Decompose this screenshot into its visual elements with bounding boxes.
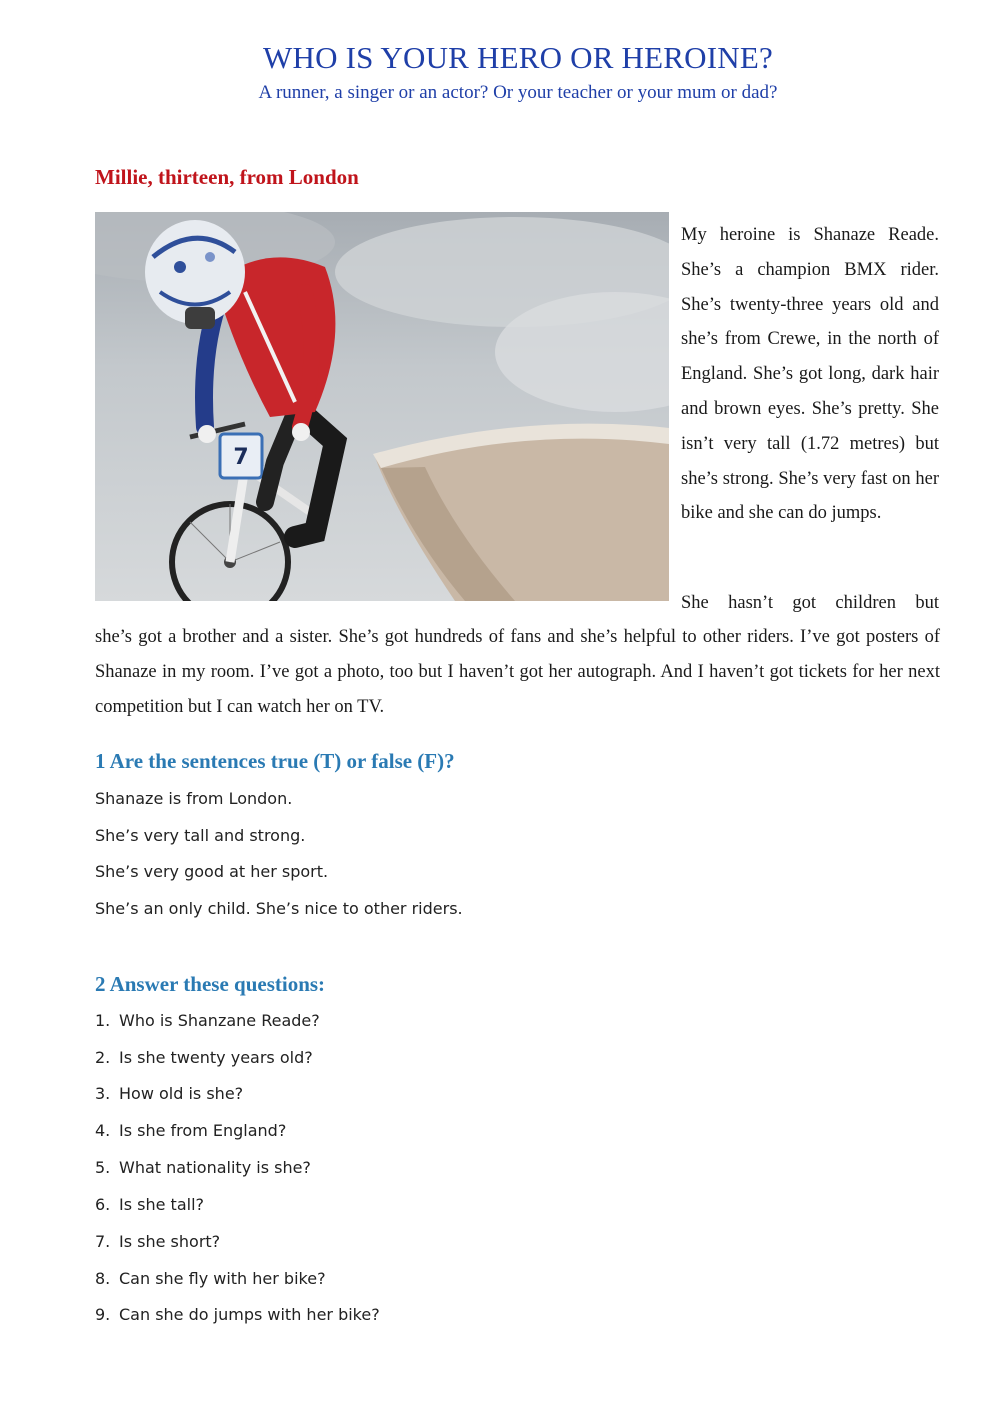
exercise-2-heading: 2 Answer these questions: (95, 972, 326, 996)
question-text: Is she from England? (119, 1121, 287, 1140)
question-number: 6. (95, 1195, 111, 1214)
true-false-item: She’s very tall and strong. (95, 826, 306, 845)
article-continued-first-line: She hasn’t got children but (681, 593, 939, 613)
true-false-item: She’s very good at her sport. (95, 862, 329, 881)
question-number: 1. (95, 1011, 111, 1030)
true-false-item: Shanaze is from London. (95, 789, 293, 808)
question-text: Is she tall? (119, 1195, 205, 1214)
question-number: 5. (95, 1158, 111, 1177)
question-item (95, 1195, 204, 1214)
question-item (95, 1121, 286, 1140)
page-title: WHO IS YOUR HERO OR HEROINE? (263, 40, 773, 75)
question-number: 2. (95, 1048, 111, 1067)
true-false-item: She’s an only child. She’s nice to other riders. (95, 899, 463, 918)
article-author: Millie, thirteen, from London (95, 165, 359, 189)
question-number: 3. (95, 1084, 111, 1103)
question-item (95, 1084, 243, 1103)
question-text: Is she twenty years old? (119, 1048, 313, 1067)
question-text: Can she fly with her bike? (119, 1269, 326, 1288)
question-text: Who is Shanzane Reade? (119, 1011, 320, 1030)
question-text: How old is she? (119, 1084, 244, 1103)
question-item (95, 1158, 311, 1177)
question-item (95, 1305, 380, 1324)
svg-text:7: 7 (233, 445, 249, 470)
question-number: 4. (95, 1121, 111, 1140)
bmx-rider-photo (95, 212, 669, 601)
question-text: Can she do jumps with her bike? (119, 1305, 380, 1324)
page-subtitle: A runner, a singer or an actor? Or your teacher or your mum or dad? (258, 82, 778, 103)
question-item (95, 1232, 220, 1251)
question-number: 9. (95, 1305, 111, 1324)
exercise-1-heading: 1 Are the sentences true (T) or false (F)? (95, 749, 455, 773)
question-number: 8. (95, 1269, 111, 1288)
question-text: Is she short? (119, 1232, 221, 1251)
question-item (95, 1048, 313, 1067)
article-continued-text: she’s got a brother and a sister. She’s got hundreds of fans and she’s helpful to other riders. I’ve got posters of Shanaze in my room. I’ve got a photo, too but I haven’t got her autograph. And I haven’t got tickets for her next competition but I can watch her on TV. (95, 627, 940, 717)
question-item (95, 1269, 326, 1288)
question-item (95, 1011, 320, 1030)
question-number: 7. (95, 1232, 111, 1251)
question-text: What nationality is she? (119, 1158, 311, 1177)
article-intro-text: My heroine is Shanaze Reade. She’s a champion BMX rider. She’s twenty-three years old and she’s from Crewe, in the north of England. She’s got long, dark hair and brown eyes. She’s pretty. She isn’t very tall (1.72 metres) but she’s strong. She’s very fast on her bike and she can do jumps. (681, 225, 939, 524)
